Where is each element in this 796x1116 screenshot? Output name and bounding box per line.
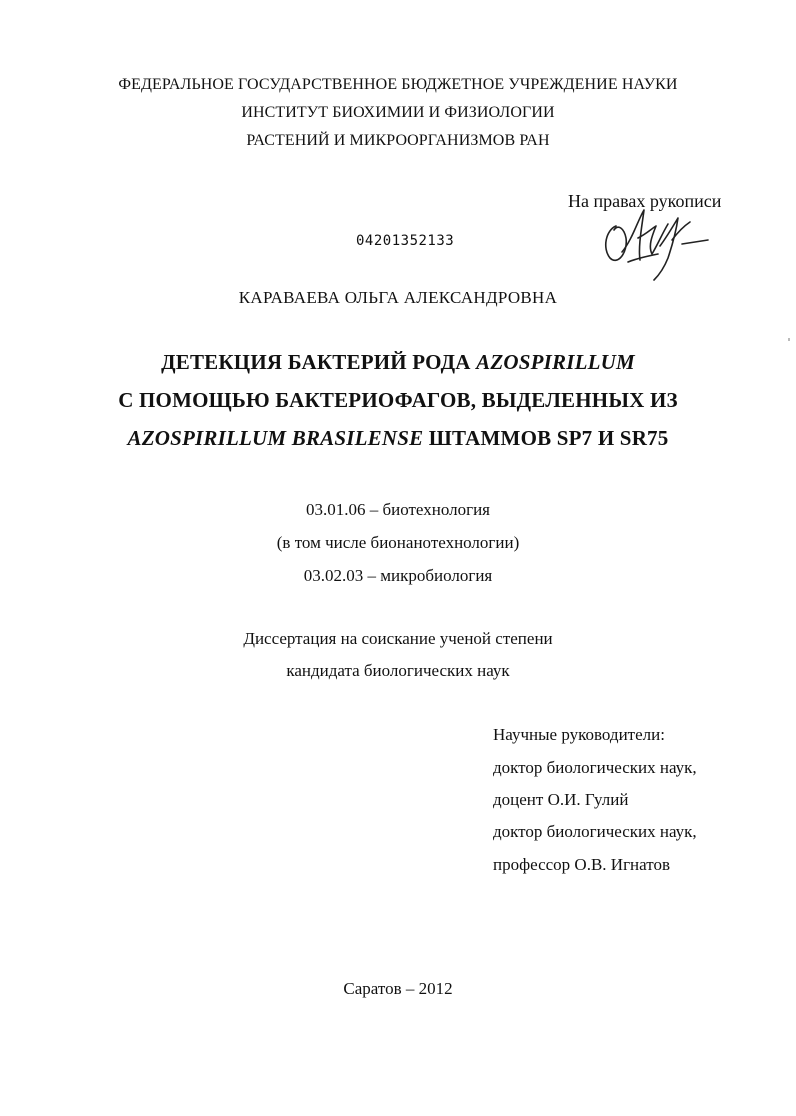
supervisors-heading: Научные руководители:: [493, 725, 665, 744]
title-line-1: [0, 350, 796, 375]
specialty-line-2: (в том числе бионанотехнологии): [276, 533, 520, 552]
title-line-3-species: AZOSPIRILLUM BRASILENSE: [127, 426, 424, 450]
title-line-3: [0, 426, 796, 451]
supervisor-1-name: доцент О.И. Гулий: [493, 790, 629, 809]
title-line-1-text: ДЕТЕКЦИЯ БАКТЕРИЙ РОДА: [161, 350, 477, 374]
scan-speck: [788, 338, 790, 341]
institution-line-3: РАСТЕНИЙ И МИКРООРГАНИЗМОВ РАН: [246, 132, 550, 149]
title-line-2: С ПОМОЩЬЮ БАКТЕРИОФАГОВ, ВЫДЕЛЕННЫХ ИЗ: [118, 388, 678, 412]
manuscript-note: На правах рукописи: [568, 191, 722, 211]
supervisor-2-name: профессор О.В. Игнатов: [493, 855, 670, 874]
specialty-line-1: 03.01.06 – биотехнология: [305, 500, 491, 519]
place-year: Саратов – 2012: [343, 979, 453, 998]
title-line-3-text: ШТАММОВ SP7 И SR75: [423, 426, 669, 450]
supervisor-1-degree: доктор биологических наук,: [493, 758, 697, 777]
title-line-1-genus: AZOSPIRILLUM: [476, 350, 635, 374]
degree-line-2: кандидата биологических наук: [286, 661, 510, 680]
supervisor-2-degree: доктор биологических наук,: [493, 822, 697, 841]
registration-code: 04201352133: [356, 233, 455, 249]
author-name: КАРАВАЕВА ОЛЬГА АЛЕКСАНДРОВНА: [238, 288, 558, 307]
degree-line-1: Диссертация на соискание ученой степени: [243, 629, 553, 648]
specialty-line-3: 03.02.03 – микробиология: [303, 566, 493, 585]
signature-image: [598, 200, 710, 282]
institution-line-2: ИНСТИТУТ БИОХИМИИ И ФИЗИОЛОГИИ: [241, 104, 555, 121]
institution-line-1: ФЕДЕРАЛЬНОЕ ГОСУДАРСТВЕННОЕ БЮДЖЕТНОЕ УЧРЕЖДЕНИЕ НАУКИ: [118, 76, 678, 93]
